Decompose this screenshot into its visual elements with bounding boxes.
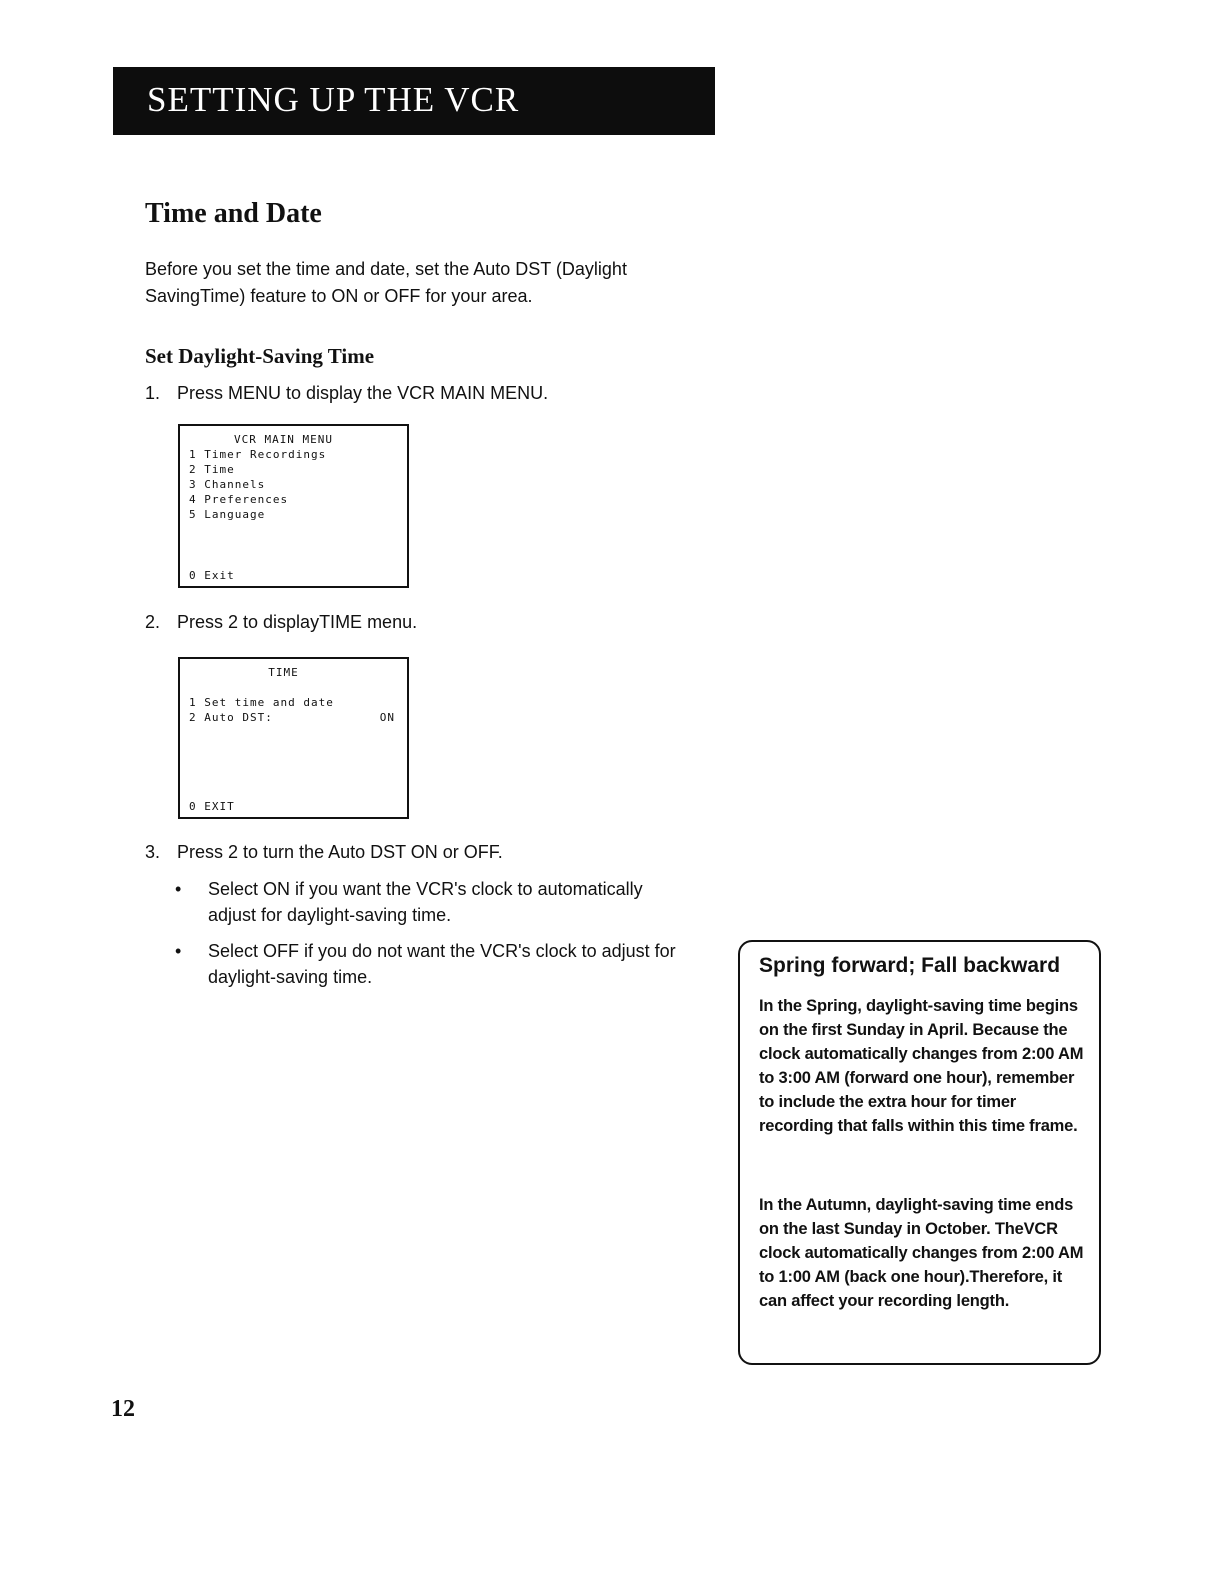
auto-dst-label: 2 Auto DST: bbox=[189, 711, 273, 724]
section-title: Time and Date bbox=[145, 198, 322, 229]
menu-exit-item: 0 EXIT bbox=[189, 800, 235, 813]
bullet-text: Select ON if you want the VCR's clock to automatically adjust for daylight-saving time. bbox=[208, 879, 643, 925]
bullet-icon: • bbox=[175, 941, 182, 961]
step-text: Press MENU to display the VCR MAIN MENU. bbox=[177, 383, 549, 403]
callout-paragraph: In the Spring, daylight-saving time begins on the first Sunday in April. Because the clock automatically changes from 2:00 AM to 3:00 AM (forward one hour), remember to include the extra hour for timer recording that falls within this time frame. bbox=[759, 997, 1084, 1135]
menu-exit-item: 0 Exit bbox=[189, 569, 235, 582]
step-number: 1. bbox=[145, 383, 161, 403]
bullet-icon: • bbox=[175, 879, 182, 899]
screen-title: VCR MAIN MENU bbox=[233, 433, 334, 446]
menu-item: 3 Channels bbox=[189, 478, 266, 491]
bullet-item bbox=[175, 938, 695, 990]
chapter-title: SETTING UP THE VCR bbox=[147, 80, 520, 119]
vcr-main-menu-screen bbox=[178, 424, 409, 588]
step-3 bbox=[145, 842, 503, 863]
intro-paragraph: Before you set the time and date, set the Auto DST (Daylight SavingTime) feature to ON or OFF for your area. bbox=[145, 259, 627, 306]
step-1 bbox=[145, 383, 548, 404]
bullet-text: Select OFF if you do not want the VCR's clock to adjust for daylight-saving time. bbox=[208, 941, 676, 987]
menu-item: 4 Preferences bbox=[189, 493, 289, 506]
callout-paragraph: In the Autumn, daylight-saving time ends on the last Sunday in October. TheVCR clock automatically changes from 2:00 AM to 1:00 AM (back one hour).Therefore, it can affect your recording length. bbox=[759, 1196, 1084, 1310]
menu-item: 2 Time bbox=[189, 463, 235, 476]
menu-item-auto-dst bbox=[180, 710, 407, 725]
step-2 bbox=[145, 612, 417, 633]
menu-item: 1 Timer Recordings bbox=[189, 448, 327, 461]
auto-dst-value: ON bbox=[379, 711, 395, 724]
step-number: 2. bbox=[145, 612, 161, 632]
screen-title: TIME bbox=[268, 666, 299, 679]
menu-item: 1 Set time and date bbox=[189, 696, 334, 709]
chapter-header-bar bbox=[113, 67, 715, 135]
step-text: Press 2 to turn the Auto DST ON or OFF. bbox=[177, 842, 503, 862]
callout-title: Spring forward; Fall backward bbox=[759, 954, 1061, 977]
time-menu-screen bbox=[178, 657, 409, 819]
page-number: 12 bbox=[111, 1396, 135, 1422]
step-text: Press 2 to displayTIME menu. bbox=[177, 612, 418, 632]
bullet-item bbox=[175, 876, 695, 928]
tip-callout-box bbox=[738, 940, 1101, 1365]
subsection-title: Set Daylight-Saving Time bbox=[145, 344, 375, 368]
menu-item: 5 Language bbox=[189, 508, 266, 521]
step-number: 3. bbox=[145, 842, 161, 862]
